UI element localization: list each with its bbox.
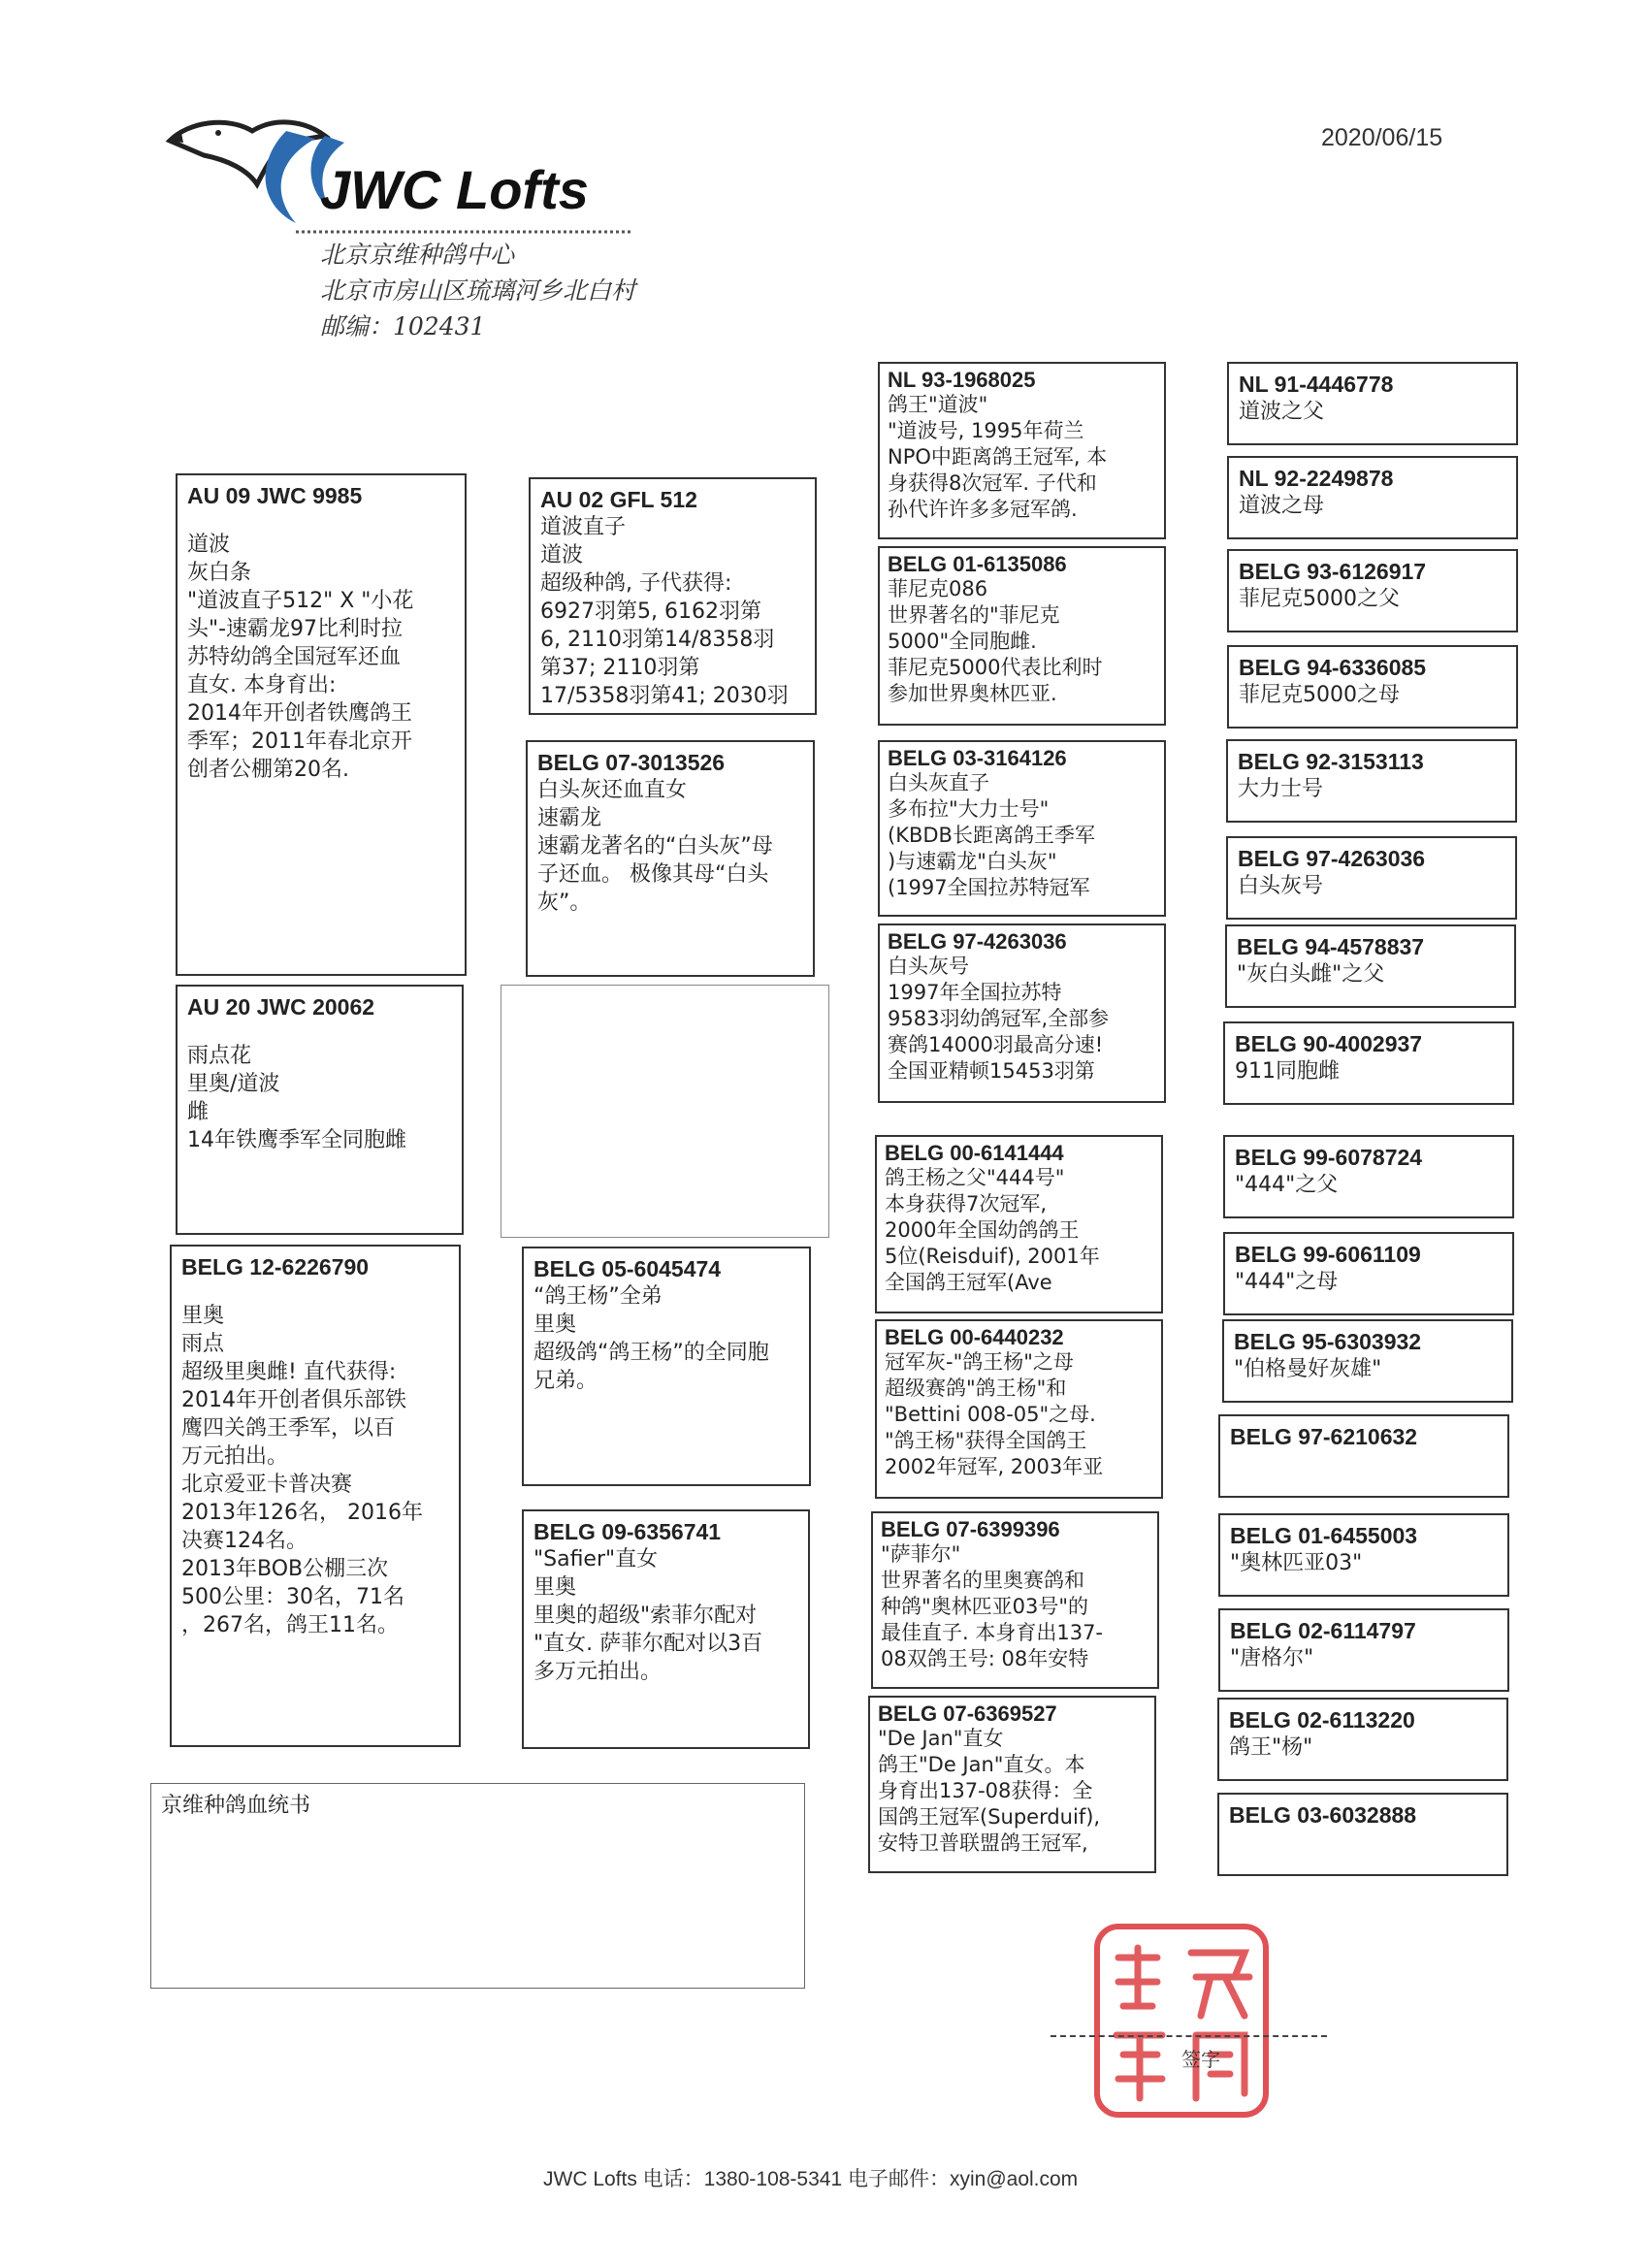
ring-number: BELG 97-6210632	[1230, 1424, 1418, 1449]
ring-number: BELG 95-6303932	[1234, 1329, 1422, 1354]
info-line: 里奥/道波	[187, 1072, 280, 1096]
info-line: 5位(Reisduif), 2001年	[885, 1245, 1100, 1268]
seal-stamp-icon	[1089, 1919, 1274, 2122]
pedigree-box-gen4	[1217, 1698, 1508, 1781]
info-line: 白头灰号	[1238, 874, 1324, 898]
info-line: 决赛124名。	[181, 1529, 307, 1553]
ring-number: BELG 97-4263036	[888, 929, 1067, 954]
empty-photo-box	[501, 985, 829, 1238]
info-line: 身获得8次冠军. 子代和	[888, 471, 1097, 495]
pedigree-box-dam	[170, 1245, 461, 1747]
info-line: 超级鸽“鸽王杨”的全同胞	[534, 1341, 769, 1365]
pedigree-box-gen3	[878, 362, 1166, 539]
info-line: "De Jan"直女	[878, 1727, 1004, 1750]
info-line: 世界著名的里奥赛鸽和	[881, 1569, 1084, 1592]
info-line: 道波直子	[540, 515, 627, 539]
info-line: 超级种鸽, 子代获得:	[540, 571, 732, 596]
info-line: 北京爱亚卡普决赛	[181, 1473, 353, 1497]
info-line: "直女. 萨菲尔配对以3百	[534, 1632, 763, 1656]
ring-number: BELG 02-6113220	[1229, 1707, 1415, 1733]
info-line: 5000"全同胞雌.	[888, 630, 1037, 653]
info-line: 多布拉"大力士号"	[888, 797, 1050, 821]
info-line: 2013年BOB公棚三次	[181, 1557, 389, 1581]
info-line: 菲尼克086	[888, 577, 988, 600]
info-line: 08双鸽王号: 08年安特	[881, 1647, 1089, 1670]
ring-number: NL 91-4446778	[1239, 372, 1394, 397]
pedigree-box-gen3	[868, 1696, 1156, 1873]
ring-number: BELG 05-6045474	[534, 1256, 722, 1281]
info-line: 500公里：30名，71名	[181, 1585, 404, 1609]
pedigree-box-gen4	[1227, 456, 1518, 539]
info-line: 季军；2011年春北京开	[187, 729, 412, 754]
info-line: 6927羽第5, 6162羽第	[540, 599, 761, 624]
info-line: 孙代许许多多冠军鸽.	[888, 498, 1078, 521]
pedigree-box-gen4	[1218, 1608, 1509, 1692]
signature-label: 签字	[1181, 2048, 1220, 2071]
signature-line	[1051, 2035, 1327, 2037]
info-line: 超级赛鸽"鸽王杨"和	[885, 1377, 1067, 1400]
info-line: 里奥	[181, 1304, 225, 1328]
footer-contact: JWC Lofts 电话：1380-108-5341 电子邮件：xyin@aol.com	[543, 2168, 1079, 2190]
info-line: 苏特幼鸽全国冠军还血	[187, 645, 402, 669]
ring-number: BELG 03-3164126	[888, 746, 1067, 770]
info-line: 多万元拍出。	[534, 1660, 663, 1684]
info-line: ，267名，鸽王11名。	[181, 1613, 399, 1637]
info-line: "道波直子512" X "小花	[187, 589, 414, 613]
pedigree-box-gen4	[1227, 645, 1518, 729]
pedigree-box-dam-sire	[522, 1247, 811, 1486]
ring-number: BELG 03-6032888	[1229, 1802, 1417, 1828]
ring-number: BELG 99-6078724	[1235, 1145, 1423, 1170]
ring-number: BELG 01-6135086	[888, 552, 1067, 576]
info-line: 子还血。 极像其母“白头	[537, 862, 769, 887]
info-line: 17/5358羽第41; 2030羽	[540, 684, 789, 708]
info-line: 世界著名的"菲尼克	[888, 603, 1060, 627]
pedigree-box-gen3	[878, 740, 1166, 917]
ring-number: BELG 92-3153113	[1238, 749, 1424, 774]
info-line: 14年铁鹰季军全同胞雌	[187, 1128, 406, 1152]
info-line: 道波	[187, 533, 231, 557]
pedigree-box-gen4	[1218, 1414, 1509, 1498]
info-line: "道波号, 1995年荷兰	[888, 419, 1084, 442]
info-line: 万元拍出。	[181, 1444, 289, 1469]
info-line: 灰白条	[187, 561, 252, 585]
info-line: "444"之母	[1235, 1270, 1339, 1294]
pedigree-box-sire-dam	[526, 740, 815, 977]
info-line: "Safier"直女	[534, 1547, 659, 1571]
info-line: "444"之父	[1235, 1173, 1339, 1197]
info-line: 菲尼克5000代表比利时	[888, 656, 1103, 679]
info-line: 本身获得7次冠军,	[885, 1192, 1048, 1215]
info-line: 菲尼克5000之父	[1239, 587, 1400, 611]
brand-name: JWC Lofts	[320, 159, 589, 220]
pedigree-box-gen4	[1222, 1319, 1513, 1403]
pedigree-box-gen3	[871, 1511, 1159, 1689]
info-line: 2013年126名， 2016年	[181, 1501, 423, 1525]
ring-number: BELG 09-6356741	[534, 1519, 722, 1544]
pedigree-box-dam-dam	[522, 1509, 810, 1749]
info-line: 大力士号	[1238, 777, 1324, 801]
info-line: 鹰四关鸽王季军，以百	[181, 1416, 396, 1441]
info-line: 2014年开创者俱乐部铁	[181, 1388, 406, 1412]
ring-number: BELG 93-6126917	[1239, 559, 1427, 584]
info-line: 雨点	[181, 1332, 225, 1356]
ring-number: BELG 97-4263036	[1238, 846, 1426, 871]
address-block	[320, 237, 635, 344]
ring-number: BELG 07-6369527	[878, 1701, 1057, 1726]
info-line: 白头灰号	[888, 955, 969, 978]
info-line: 种鸽"奥林匹亚03号"的	[881, 1595, 1089, 1618]
info-line: 雌	[187, 1100, 210, 1124]
ring-number: BELG 01-6455003	[1230, 1523, 1418, 1548]
ring-number: BELG 99-6061109	[1235, 1242, 1421, 1267]
info-line: 赛鸽14000羽最高分速!	[888, 1033, 1104, 1056]
info-line: NPO中距离鸽王冠军, 本	[888, 445, 1108, 469]
pedigree-box-gen4	[1223, 1021, 1514, 1105]
info-line: "Bettini 008-05"之母.	[885, 1403, 1096, 1426]
info-line: 第37; 2110羽第	[540, 656, 700, 680]
info-line: 超级里奥雌! 直代获得:	[181, 1360, 397, 1384]
info-line: 道波之母	[1239, 494, 1325, 518]
info-line: )与速霸龙"白头灰"	[888, 850, 1057, 873]
pedigree-box-gen3	[878, 546, 1166, 726]
pedigree-box-sire	[529, 477, 817, 715]
info-line: 参加世界奥林匹亚.	[888, 682, 1057, 705]
info-line: 灰”。	[537, 891, 592, 915]
info-line: 冠军灰-"鸽王杨"之母	[885, 1350, 1074, 1374]
info-line: (KBDB长距离鸽王季军	[888, 824, 1095, 847]
info-line: "唐格尔"	[1230, 1646, 1314, 1670]
info-line: 鸽王"De Jan"直女。本	[878, 1753, 1085, 1776]
ring-number: BELG 94-6336085	[1239, 655, 1427, 680]
info-line: 速霸龙	[537, 806, 602, 830]
info-line: 最佳直子. 本身育出137-	[881, 1621, 1104, 1644]
pedigree-box-gen4	[1223, 1232, 1514, 1315]
notes-title: 京维种鸽血统书	[161, 1794, 311, 1818]
info-line: 国鸽王冠军(Superduif),	[878, 1805, 1101, 1829]
info-line: 创者公棚第20名.	[187, 758, 349, 782]
info-line: 直女. 本身育出:	[187, 673, 337, 697]
info-line: "灰白头雌"之父	[1237, 962, 1385, 987]
info-line: 2002年冠军, 2003年亚	[885, 1455, 1104, 1478]
ring-number: BELG 12-6226790	[181, 1254, 370, 1280]
ring-number: BELG 00-6440232	[885, 1325, 1064, 1349]
info-line: 里奥	[534, 1312, 577, 1337]
ring-number: BELG 07-6399396	[881, 1517, 1060, 1541]
info-line: "鸽王杨"获得全国鸽王	[885, 1429, 1087, 1452]
info-line: "萨菲尔"	[881, 1542, 961, 1566]
info-line: 菲尼克5000之母	[1239, 683, 1400, 707]
info-line: 2014年开创者铁鹰鸽王	[187, 701, 412, 726]
ring-number: AU 02 GFL 512	[540, 487, 697, 512]
info-line: 安特卫普联盟鸽王冠军,	[878, 1831, 1088, 1855]
ring-number: NL 92-2249878	[1239, 466, 1394, 491]
red-seal-stamp	[1089, 1919, 1274, 2122]
ring-number: BELG 94-4578837	[1237, 934, 1425, 959]
pedigree-box-gen3	[875, 1319, 1163, 1499]
info-line: 全国亚精顿15453羽第	[888, 1059, 1095, 1083]
info-line: 鸽王杨之父"444号"	[885, 1166, 1065, 1189]
info-line: 里奥的超级"索菲尔配对	[534, 1604, 758, 1628]
address-line: 邮编：102431	[320, 312, 486, 340]
info-line: "奥林匹亚03"	[1230, 1551, 1363, 1575]
pedigree-box-gen3	[875, 1135, 1163, 1313]
document-date: 2020/06/15	[1321, 124, 1443, 151]
info-line: 身育出137-08获得：全	[878, 1779, 1093, 1802]
ring-number: AU 09 JWC 9985	[187, 483, 363, 508]
info-line: 9583羽幼鸽冠军,全部参	[888, 1007, 1110, 1030]
info-line: 鸽王"杨"	[1229, 1735, 1313, 1760]
info-line: 道波	[540, 543, 584, 567]
info-line: 里奥	[534, 1575, 577, 1600]
info-line: 白头灰直子	[888, 771, 989, 794]
pedigree-box-gen4	[1223, 1135, 1514, 1218]
pedigree-box-gen4	[1226, 739, 1517, 823]
pedigree-box-sibling	[176, 985, 464, 1235]
info-line: (1997全国拉苏特冠军	[888, 876, 1090, 899]
ring-number: BELG 90-4002937	[1235, 1031, 1423, 1056]
ring-number: NL 93-1968025	[888, 368, 1036, 392]
info-line: 1997年全国拉苏特	[888, 981, 1062, 1004]
pedigree-box-gen4	[1225, 924, 1516, 1008]
info-line: 2000年全国幼鸽鸽王	[885, 1218, 1080, 1242]
info-line: 兄弟。	[534, 1369, 598, 1393]
info-line: 白头灰还血直女	[537, 778, 688, 802]
notes-box	[150, 1783, 805, 1989]
ring-number: BELG 00-6141444	[885, 1141, 1064, 1165]
info-line: 头"-速霸龙97比利时拉	[187, 617, 404, 641]
info-line: 6, 2110羽第14/8358羽	[540, 628, 775, 652]
pedigree-box-gen4	[1227, 549, 1518, 632]
info-line: 道波之父	[1239, 400, 1325, 424]
pedigree-box-gen4	[1227, 362, 1518, 445]
pedigree-box-subject	[176, 473, 467, 976]
pedigree-box-gen4	[1226, 836, 1517, 920]
info-line: 雨点花	[187, 1044, 252, 1068]
info-line: “鸽王杨”全弟	[534, 1284, 663, 1309]
info-line: 鸽王"道波"	[888, 393, 988, 416]
info-line: 全国鸽王冠军(Ave	[885, 1271, 1052, 1294]
info-line: 911同胞雌	[1235, 1059, 1340, 1084]
info-line: "伯格曼好灰雄"	[1234, 1357, 1382, 1381]
info-line: 速霸龙著名的“白头灰”母	[537, 834, 773, 859]
ring-number: BELG 02-6114797	[1230, 1618, 1416, 1643]
pedigree-box-gen4	[1218, 1513, 1509, 1597]
pedigree-box-gen4	[1217, 1793, 1508, 1876]
pedigree-box-gen3	[878, 923, 1166, 1103]
address-line: 北京市房山区琉璃河乡北白村	[320, 276, 636, 305]
ring-number: BELG 07-3013526	[537, 750, 726, 775]
ring-number: AU 20 JWC 20062	[187, 994, 375, 1020]
address-line: 北京京维种鸽中心	[320, 241, 515, 269]
